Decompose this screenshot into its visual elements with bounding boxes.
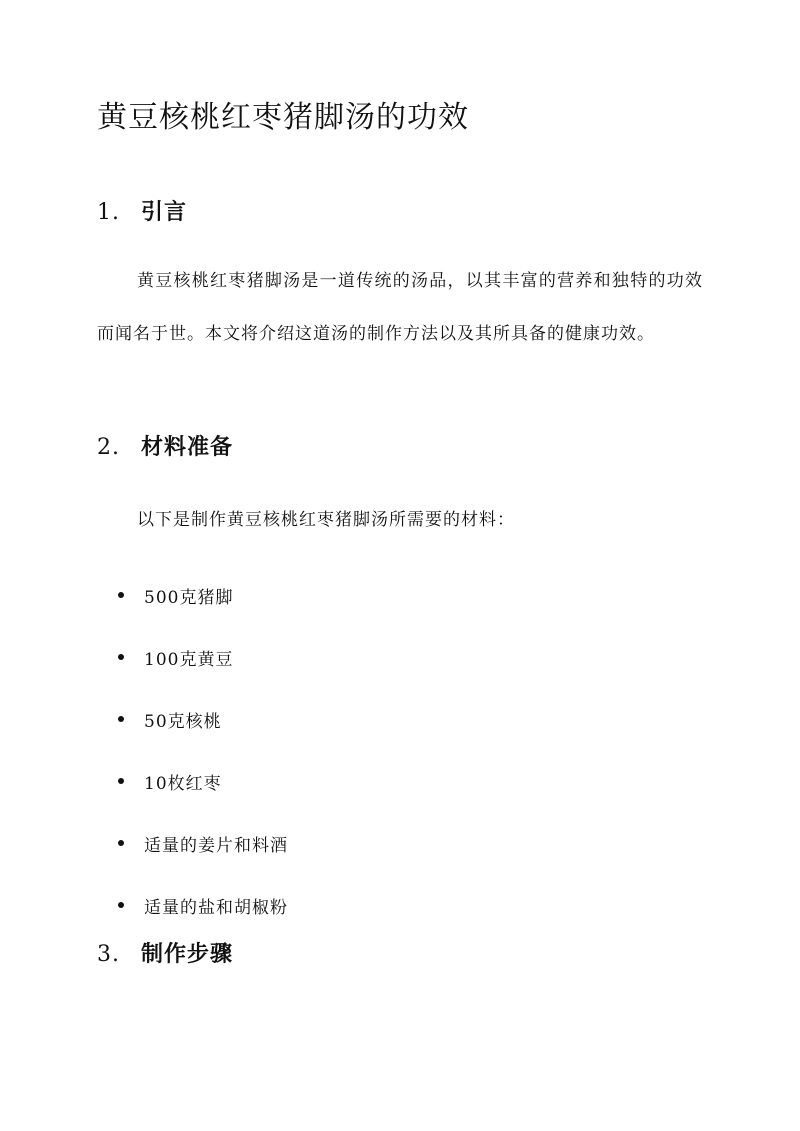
list-item: [118, 874, 288, 936]
list-item: [118, 564, 288, 626]
list-item: [118, 626, 288, 688]
section-heading-materials: [97, 431, 233, 464]
bullet-icon: [118, 716, 124, 722]
materials-lead: 以下是制作黄豆核桃红枣猪脚汤所需要的材料：: [137, 510, 515, 530]
section-number: 3.: [97, 942, 120, 967]
bullet-icon: [118, 592, 124, 598]
list-item: [118, 750, 288, 812]
material-item: 500克猪脚: [144, 587, 234, 608]
section-title: 引言: [141, 199, 188, 225]
material-item: 100克黄豆: [144, 649, 234, 670]
section-heading-intro: [97, 196, 187, 229]
list-item: [118, 688, 288, 750]
section-number: 1.: [97, 200, 120, 225]
section-title: 材料准备: [141, 434, 234, 460]
intro-paragraph: 黄豆核桃红枣猪脚汤是一道传统的汤品，以其丰富的营养和独特的功效而闻名于世。本文将介绍这道汤的制作方法以及其所具备的健康功效。: [97, 271, 703, 344]
bullet-icon: [118, 902, 124, 908]
material-item: 适量的姜片和料酒: [144, 835, 288, 856]
material-item: 10枚红枣: [144, 773, 222, 794]
section-title: 制作步骤: [141, 941, 234, 967]
bullet-icon: [118, 778, 124, 784]
bullet-icon: [118, 654, 124, 660]
section-heading-steps: [97, 938, 233, 971]
list-item: [118, 812, 288, 874]
section-number: 2.: [97, 435, 120, 460]
material-item: 50克核桃: [144, 711, 222, 732]
bullet-icon: [118, 840, 124, 846]
material-item: 适量的盐和胡椒粉: [144, 897, 288, 918]
materials-list: [118, 564, 288, 936]
document-title: 黄豆核桃红枣猪脚汤的功效: [97, 100, 469, 135]
